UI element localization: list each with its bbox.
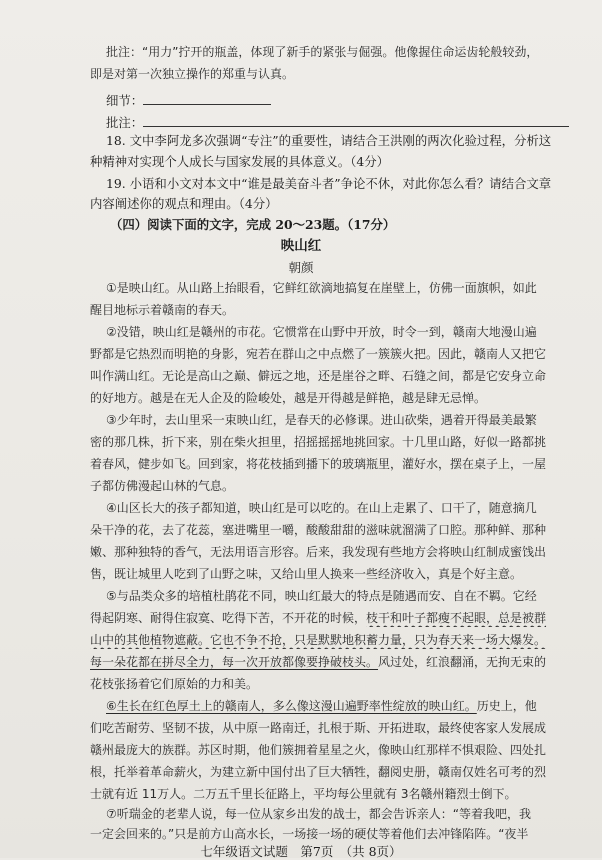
section-heading: （四）阅读下面的文字，完成 20～23题。（17分） [110,217,396,232]
paragraph-5-line-2 [90,610,602,627]
paragraph-2-line-2: 野都是它热烈而明艳的身影，宛若在群山之中点燃了一簇簇火把。因此，赣南人又把它 [90,347,547,361]
paragraph-5-text: 得起阴寒、耐得住寂寞、吃得下苦，不开花的时候， [90,611,367,625]
paragraph-6-line-4: 根，托举着革命薪火，为建立新中国付出了巨大牺牲，翻阅史册，赣南仅姓名可考的烈 [90,765,547,779]
paragraph-7-line-2: 一定会回来的。”只是前方山高水长，一场接一场的硬仗等着他们去冲锋陷阵。“夜半 [90,827,529,841]
question-18-line-1: 18. 文中李阿龙多次强调“专注”的重要性，请结合王洪刚的两次化验过程，分析这 [106,133,552,148]
paragraph-4-line-3: 嫩、那种独特的香气，无法用语言形容。后来，我发现有些地方会将映山红制成蜜饯出 [90,545,547,559]
paragraph-1-line-1: ①是映山红。从山路上抬眼看，它鲜红欲滴地搞复在崖壁上，仿佛一面旗帜，如此 [106,281,537,295]
page-footer: 七年级语文试题 第7页 （共 8页） [200,844,402,859]
paragraph-6-underlined-sentence: ⑥生长在红色厚土上的赣南人，多么像这漫山遍野率性绽放的映山红。 [106,699,477,713]
paragraph-5-line-4 [90,654,602,671]
article-title: 映山红 [280,238,322,254]
paragraph-4-line-2: 朵干净的花，去了花蕊，塞进嘴里一嚼，酸酸甜甜的滋味就溜满了口腔。那种鲜、那种 [90,523,547,537]
question-19-line-1: 19. 小语和小文对本文中“谁是最美奋斗者”争论不休，对此你怎么看？请结合文章 [106,176,552,191]
paragraph-6-line-2: 们吃苦耐劳、坚韧不拔，从中原一路南迁，扎根于斯、开拓进取，最终使客家人发展成 [90,721,547,735]
annotation-row [106,114,602,131]
detail-row [106,92,602,109]
paragraph-5-text-2: 风过处，红浪翻涌，无拘无束的 [378,655,547,669]
paragraph-7-line-1: ⑦听瑞金的老辈人说，每一位从家乡出发的战士，都会告诉亲人：“等着我吧，我 [106,807,531,821]
annotation-line-2: 即是对第一次独立操作的郑重与认真。 [90,67,295,81]
paragraph-2-line-1: ②没错，映山红是赣州的市花。它惯常在山野中开放，时令一到，赣南大地漫山遍 [106,325,537,339]
article-author: 朝颜 [288,260,314,275]
paragraph-5-line-1: ⑤与品类众多的培植杜鹃花不同，映山红最大的特点是随遇而安、自在不羁。它经 [106,589,537,603]
paragraph-3-line-4: 子都仿佛漫起山林的气息。 [90,479,235,493]
annotation-blank[interactable] [143,114,569,127]
paragraph-2-line-4: 的好地方。越是在无人企及的险峻处，越是开得越是鲜艳，越是肆无忌惮。 [90,391,487,405]
detail-blank[interactable] [143,92,271,105]
paragraph-6-line-1 [106,698,602,715]
paragraph-5-line-5: 花枝张扬着它们原始的力和美。 [90,677,259,691]
paragraph-3-line-3: 着春风，健步如飞。回到家，将花枝插到播下的玻璃瓶里，灌好水，摆在桌子上，一屋 [90,457,547,471]
paragraph-4-line-1: ④山区长大的孩子都知道，映山红是可以吃的。在山上走累了、口干了，随意摘几 [106,501,537,515]
paragraph-3-line-2: 密的那几株，折下来，别在柴火担里，招摇摇摇地挑回家。十几里山路，好似一路都挑 [90,435,547,449]
paragraph-6-text: 历史上，他 [476,699,537,713]
detail-label: 细节： [106,93,144,108]
paragraph-1-line-2: 醒目地标示着赣南的春天。 [90,303,235,317]
paragraph-5-wavy-text: 枝干和叶子都瘦不起眼，总是被群 [366,611,547,625]
annotation-line-1: 批注：“用力”拧开的瓶盖，体现了新手的紧张与倔强。他像握住命运齿轮般较劲， [106,45,539,59]
paragraph-2-line-3: 叫作满山红。无论是高山之巅、僻远之地，还是崖谷之畔、石缝之间，都是它安身立命 [90,369,547,383]
paragraph-6-line-5: 士就有近 11万人。二万五千里长征路上，平均每公里就有 3名赣州籍烈士倒下。 [90,787,517,801]
question-19-line-2: 内容阐述你的观点和理由。（4分） [90,196,278,211]
paragraph-5-wavy-text-2: 山中的其他植物遮蔽。它也不争不抢，只是默默地积蓄力量，只为春天来一场大爆发。 [90,633,547,647]
paragraph-6-line-3: 赣州最庞大的族群。苏区时期，他们簇拥着星星之火，像映山红那样不惧艰险、四处扎 [90,743,547,757]
paragraph-5-line-3 [90,632,602,649]
question-18-line-2: 种精神对实现个人成长与国家发展的具体意义。（4分） [90,154,390,169]
paragraph-5-underlined-sentence: 每一朵花都在拼尽全力，每一次开放都像要挣破枝头。 [90,655,379,669]
paragraph-3-line-1: ③少年时，去山里采一束映山红，是春天的必修课。进山砍柴，遇着开得最美最繁 [106,413,537,427]
paragraph-4-line-4: 售，既让城里人吃到了山野之味，又给山里人换来一些经济收入，真是个好主意。 [90,567,523,581]
annotation-label: 批注： [106,115,144,130]
